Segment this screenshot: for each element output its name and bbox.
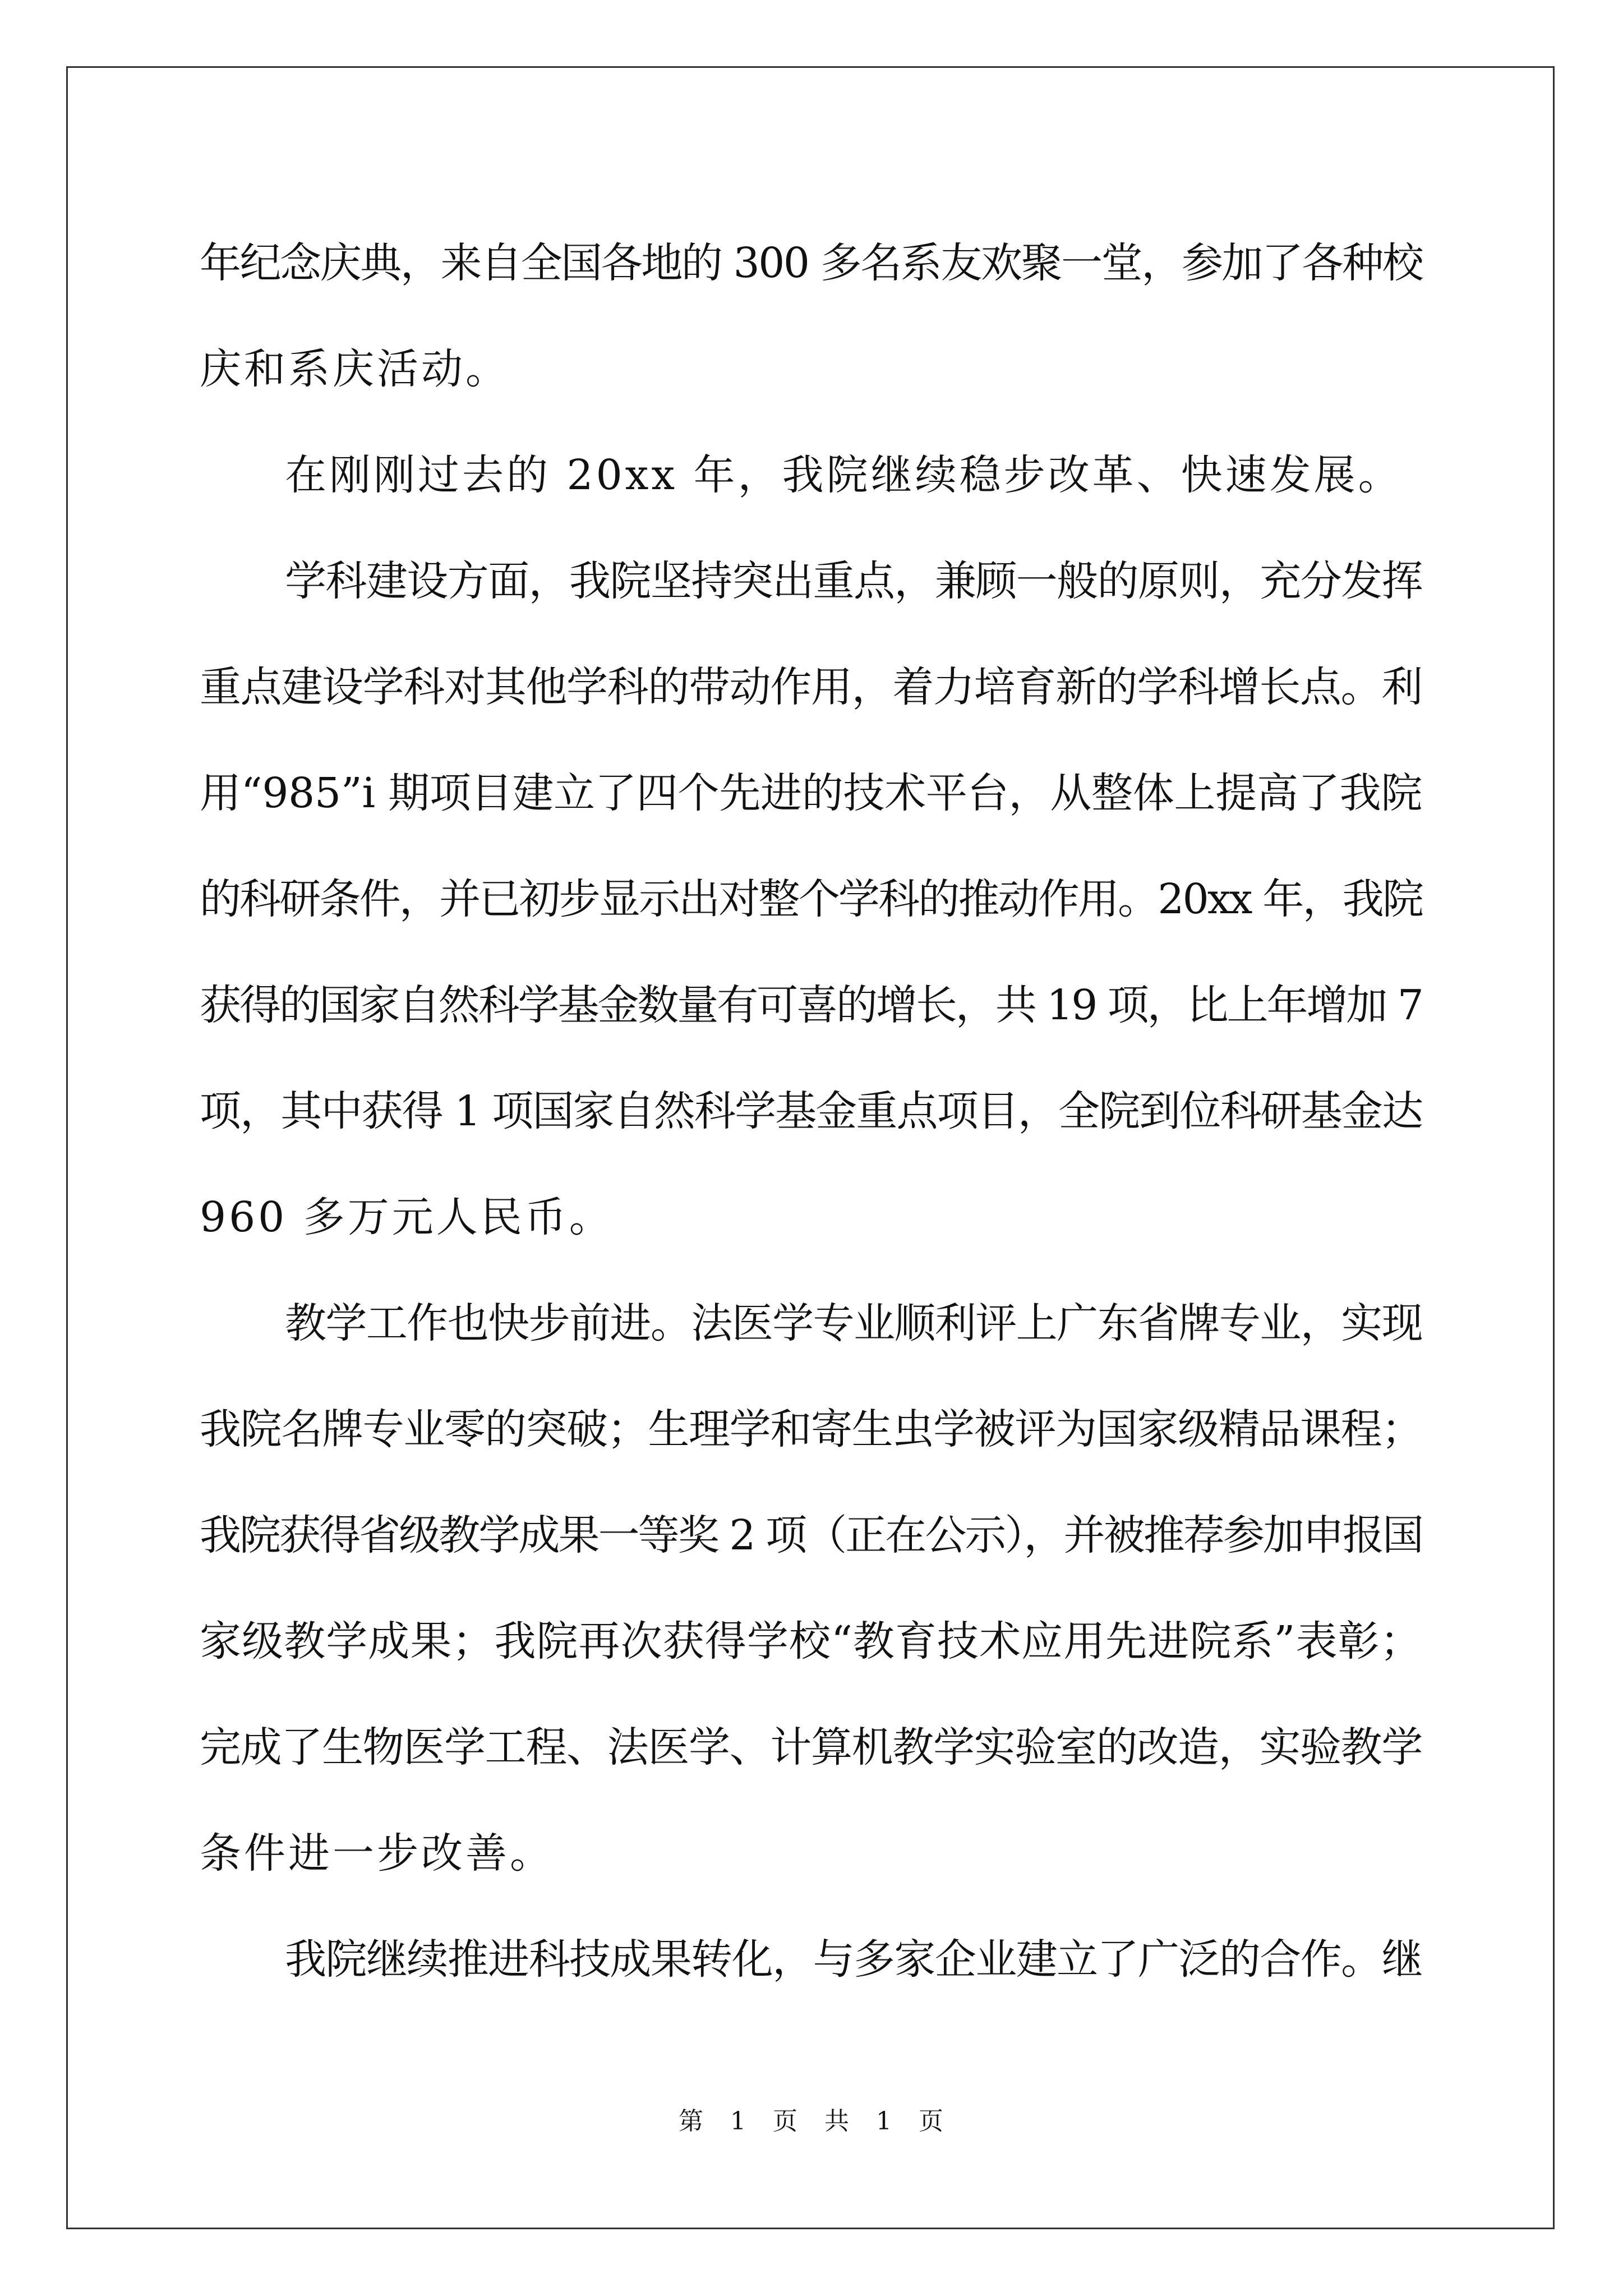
text-line: 教学工作也快步前进。法医学专业顺利评上广东省牌专业，实现 bbox=[285, 1299, 1422, 1347]
text-line: 的科研条件，并已初步显示出对整个学科的推动作用。20xx 年，我院 bbox=[200, 875, 1423, 923]
text-line: 获得的国家自然科学基金数量有可喜的增长，共 19 项，比上年增加 7 bbox=[200, 981, 1422, 1029]
text-line: 我院名牌专业零的突破；生理学和寄生虫学被评为国家级精品课程； bbox=[200, 1405, 1422, 1453]
text-line: 在刚刚过去的 20xx 年，我院继续稳步改革、快速发展。 bbox=[285, 451, 1403, 499]
text-line: 960 多万元人民币。 bbox=[200, 1193, 614, 1241]
text-line: 条件进一步改善。 bbox=[200, 1829, 554, 1878]
text-line: 项，其中获得 1 项国家自然科学基金重点项目，全院到位科研基金达 bbox=[200, 1087, 1423, 1135]
text-line: 我院继续推进科技成果转化，与多家企业建立了广泛的合作。继 bbox=[285, 1935, 1422, 1984]
text-line: 我院获得省级教学成果一等奖 2 项（正在公示），并被推荐参加申报国 bbox=[200, 1511, 1423, 1559]
text-line: 庆和系庆活动。 bbox=[200, 345, 510, 393]
text-line: 学科建设方面，我院坚持突出重点，兼顾一般的原则，充分发挥 bbox=[285, 557, 1422, 605]
page-total: 共 1 页 bbox=[824, 2107, 944, 2136]
text-line: 年纪念庆典，来自全国各地的 300 多名系友欢聚一堂，参加了各种校 bbox=[200, 239, 1423, 287]
page-footer bbox=[0, 2105, 1623, 2138]
text-line: 重点建设学科对其他学科的带动作用，着力培育新的学科增长点。利 bbox=[200, 663, 1422, 711]
text-line: 完成了生物医学工程、法医学、计算机教学实验室的改造，实验教学 bbox=[200, 1723, 1422, 1772]
page-number: 第 1 页 bbox=[679, 2107, 799, 2136]
text-line: 家级教学成果；我院再次获得学校“教育技术应用先进院系”表彰； bbox=[200, 1617, 1422, 1665]
text-line: 用“985”i 期项目建立了四个先进的技术平台，从整体上提高了我院 bbox=[200, 769, 1423, 817]
document-body bbox=[200, 210, 1422, 2013]
